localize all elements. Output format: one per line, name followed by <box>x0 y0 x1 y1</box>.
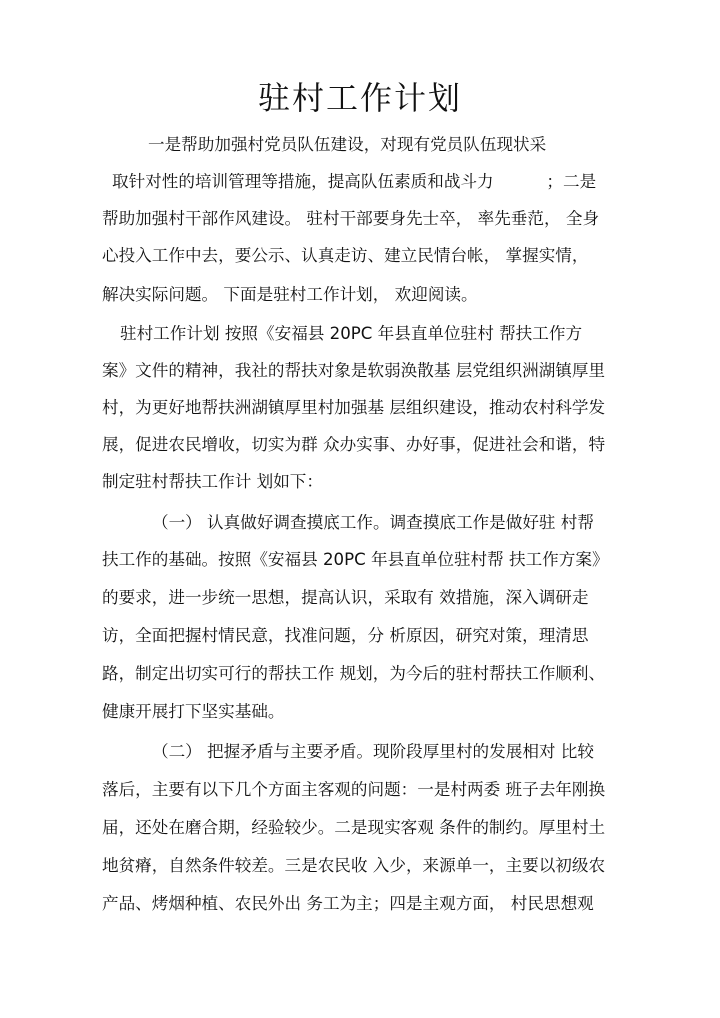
intro-line-1: 一是帮助加强村党员队伍建设，对现有党员队伍现状采 <box>148 135 547 154</box>
section-two-line-1: （二） 把握矛盾与主要矛盾。现阶段厚里村的发展相对 比较 <box>152 742 594 761</box>
section-one-line-6: 健康开展打下坚实基础。 <box>102 702 285 721</box>
section-one-line-3: 的要求，进一步统一思想，提高认识，采取有 效措施，深入调研走 <box>102 588 589 607</box>
section-one-line-2: 扶工作的基础。按照《安福县 20PC 年县直单位驻村帮 扶工作方案》 <box>102 550 609 569</box>
plan-line-5: 制定驻村帮扶工作计 划如下： <box>102 472 323 491</box>
plan-line-4: 展，促进农民增收，切实为群 众办实事、办好事，促进社会和谐，特 <box>102 435 606 454</box>
section-two-line-5: 产品、烤烟种植、农民外出 务工为主；四是主观方面， 村民思想观 <box>102 894 594 913</box>
intro-line-2: 取针对性的培训管理等措施，提高队伍素质和战斗力 ；二是 <box>112 172 597 191</box>
section-one-line-5: 路，制定出切实可行的帮扶工作 规划，为今后的驻村帮扶工作顺利、 <box>102 664 606 683</box>
section-one-line-1: （一） 认真做好调查摸底工作。调查摸底工作是做好驻 村帮 <box>152 513 594 532</box>
plan-line-3: 村，为更好地帮扶洲湖镇厚里村加强基 层组织建设，推动农村科学发 <box>102 398 606 417</box>
plan-line-1: 驻村工作计划 按照《安福县 20PC 年县直单位驻村 帮扶工作方 <box>120 324 583 343</box>
plan-line-2: 案》文件的精神，我社的帮扶对象是软弱涣散基 层党组织洲湖镇厚里 <box>102 361 606 380</box>
section-two-line-4: 地贫瘠，自然条件较差。三是农民收 入少，来源单一，主要以初级农 <box>102 856 606 875</box>
document-title: 驻村工作计划 <box>257 79 462 117</box>
intro-line-4: 心投入工作中去，要公示、认真走访、建立民情台帐， 掌握实情， <box>102 246 589 265</box>
section-two-line-2: 落后，主要有以下几个方面主客观的问题：一是村两委 班子去年刚换 <box>102 780 606 799</box>
section-two-line-3: 届，还处在磨合期，经验较少。二是现实客观 条件的制约。厚里村土 <box>102 818 606 837</box>
intro-line-5: 解决实际问题。 下面是驻村工作计划， 欢迎阅读。 <box>102 285 478 304</box>
section-one-line-4: 访，全面把握村情民意，找准问题，分 析原因，研究对策，理清思 <box>102 626 589 645</box>
intro-line-3: 帮助加强村干部作风建设。 驻村干部要身先士卒， 率先垂范， 全身 <box>102 209 600 228</box>
